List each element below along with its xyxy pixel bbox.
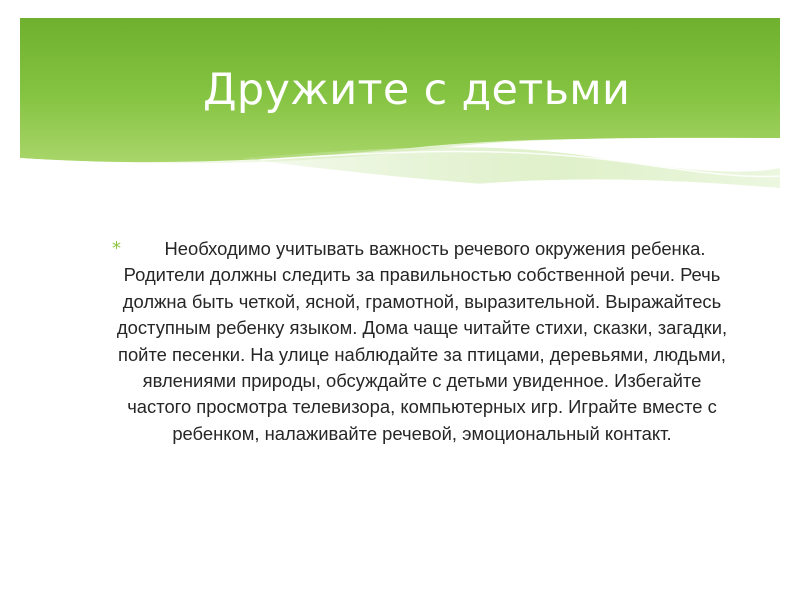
slide-body	[100, 236, 730, 447]
header-wave-background	[20, 18, 780, 238]
slide-title: Дружите с детьми	[203, 65, 631, 115]
bullet-marker-icon: *	[112, 238, 121, 259]
bullet-text: Необходимо учитывать важность речевого окружения ребенка. Родители должны следить за правильностью собственной речи. Речь должна быть четкой, ясной, грамотной, выразительной. Выражайтесь доступным ребенку языком. Дома чаще читайте стихи, сказки, загадки, пойте песенки. На улице наблюдайте за птицами, деревьями, людьми, явлениями природы, обсуждайте с детьми увиденное. Избегайте частого просмотра телевизора, компьютерных игр. Играйте вместе с ребенком, налаживайте речевой, эмоциональный контакт.	[116, 238, 728, 444]
bullet-item	[100, 236, 730, 447]
